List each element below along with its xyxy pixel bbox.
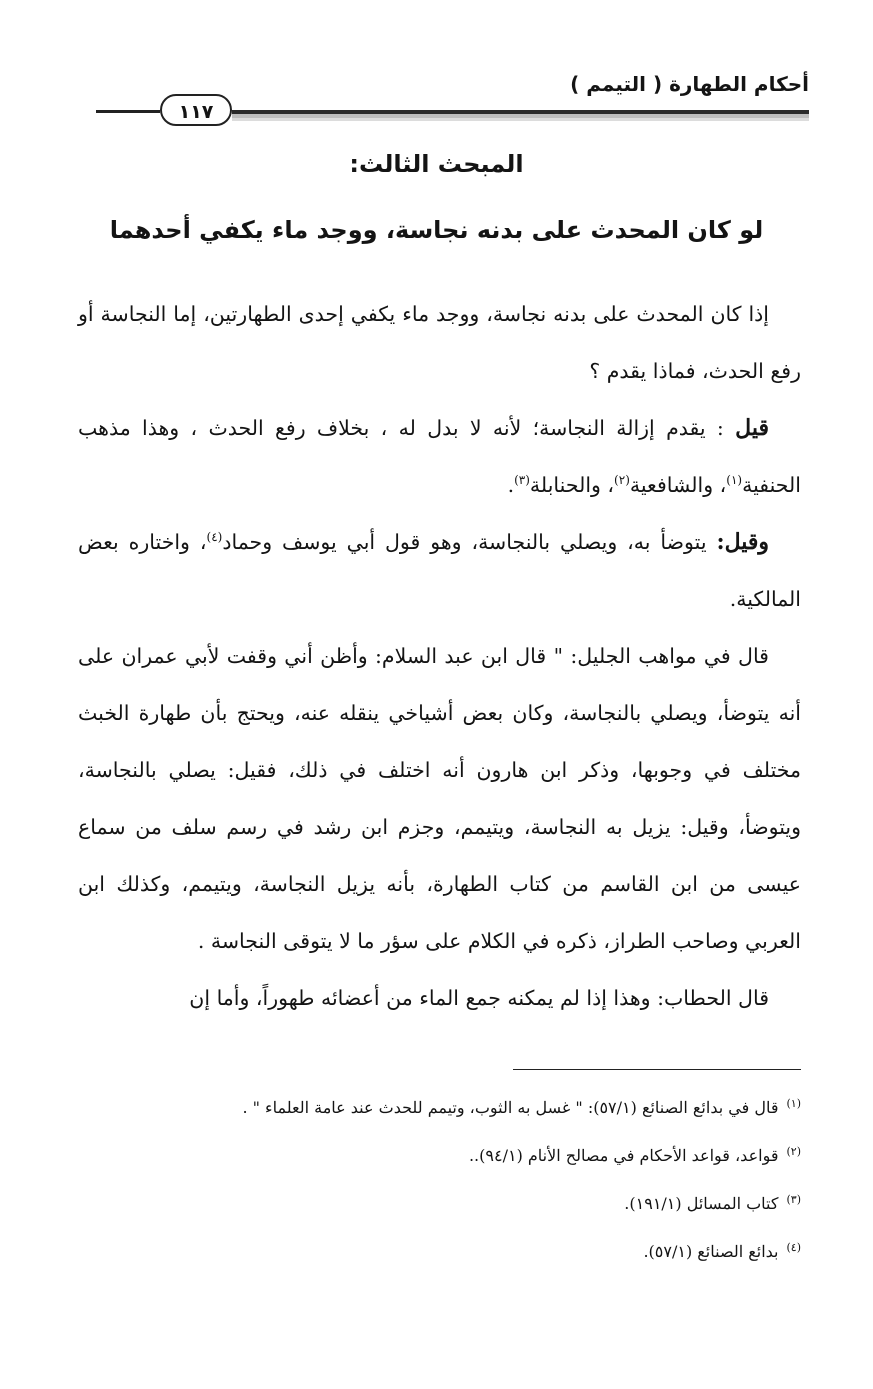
footnote-text: قال في بدائع الصنائع (٥٧/١): " غسل به الثوب، وتيمم للحدث عند عامة العلماء " . (242, 1098, 779, 1117)
footnote-separator (513, 1069, 801, 1070)
footnote-4 (80, 1228, 801, 1276)
paragraph-2-text-d: . (507, 473, 515, 497)
footnote-number: (١) (786, 1096, 801, 1110)
footnote-text: كتاب المسائل (١٩١/١). (624, 1194, 779, 1213)
header-rule-left (96, 110, 160, 113)
section-title: لو كان المحدث على بدنه نجاسة، ووجد ماء يكفي أحدهما (109, 216, 764, 244)
footnote-ref-1: (١) (726, 473, 743, 488)
footnote-3 (80, 1180, 801, 1228)
paragraph-1: إذا كان المحدث على بدنه نجاسة، ووجد ماء يكفي إحدى الطهارتين، إما النجاسة أو رفع الحدث، فماذا يقدم ؟ (78, 302, 801, 383)
paragraph-2-lead: قيل (735, 415, 769, 441)
running-head: أحكام الطهارة ( التيمم ) (570, 72, 809, 96)
paragraph-4: قال في مواهب الجليل: " قال ابن عبد السلام: وأظن أني وقفت لأبي عمران على أنه يتوضأ، ويصلي بالنجاسة، وكان بعض أشياخي ينقله عنه، ويحتج بأن طهارة الخبث مختلف في وجوبها، وذكر ابن هارون أنه اختلف في ذلك، فقيل: يصلي بالنجاسة، ويتوضأ، وقيل: يزيل به النجاسة، ويتيمم، وجزم ابن رشد في رسم سلف من سماع عيسى من ابن القاسم من كتاب الطهارة، بأنه يزيل النجاسة، ويتيمم، وكذلك ابن العربي وصاحب الطراز، ذكره في الكلام على سؤر ما لا يتوقى النجاسة . (78, 644, 801, 953)
section-label: المبحث الثالث: (349, 150, 524, 178)
footnote-text: قواعد، قواعد الأحكام في مصالح الأنام (٩٤/١).. (468, 1146, 779, 1165)
paragraph-3-lead: وقيل: (716, 529, 770, 555)
footnote-ref-2: (٢) (614, 473, 630, 488)
footnotes (80, 1084, 801, 1276)
paragraph-2-text-c: ، والحنابلة (529, 473, 615, 497)
header-rule-right (232, 110, 809, 114)
paragraph-2-text-a: : يقدم إزالة النجاسة؛ لأنه لا بدل له ، بخلاف رفع الحدث ، وهذا مذهب الحنفية (78, 416, 801, 497)
footnote-number: (٢) (786, 1144, 801, 1158)
paragraph-5: قال الحطاب: وهذا إذا لم يمكنه جمع الماء من أعضائه طهوراً، وأما إن (189, 986, 769, 1010)
paragraph-2-text-b: ، والشافعية (629, 473, 727, 497)
footnote-number: (٣) (786, 1192, 801, 1206)
paragraph-2 (78, 400, 801, 514)
footnote-ref-3: (٣) (514, 473, 530, 488)
paragraph-3 (78, 514, 801, 628)
footnote-ref-4: (٤) (206, 530, 223, 545)
footnote-1 (80, 1084, 801, 1132)
paragraph-3-text-b: ، واختاره بعض المالكية. (78, 530, 801, 611)
paragraph-3-text-a: يتوضأ به، ويصلي بالنجاسة، وهو قول أبي يوسف وحماد (222, 530, 717, 554)
footnote-number: (٤) (786, 1240, 801, 1254)
footnote-text: بدائع الصنائع (٥٧/١). (643, 1242, 779, 1261)
page-number: ١١٧ (160, 94, 232, 126)
footnote-2 (80, 1132, 801, 1180)
body-text (78, 286, 801, 1027)
